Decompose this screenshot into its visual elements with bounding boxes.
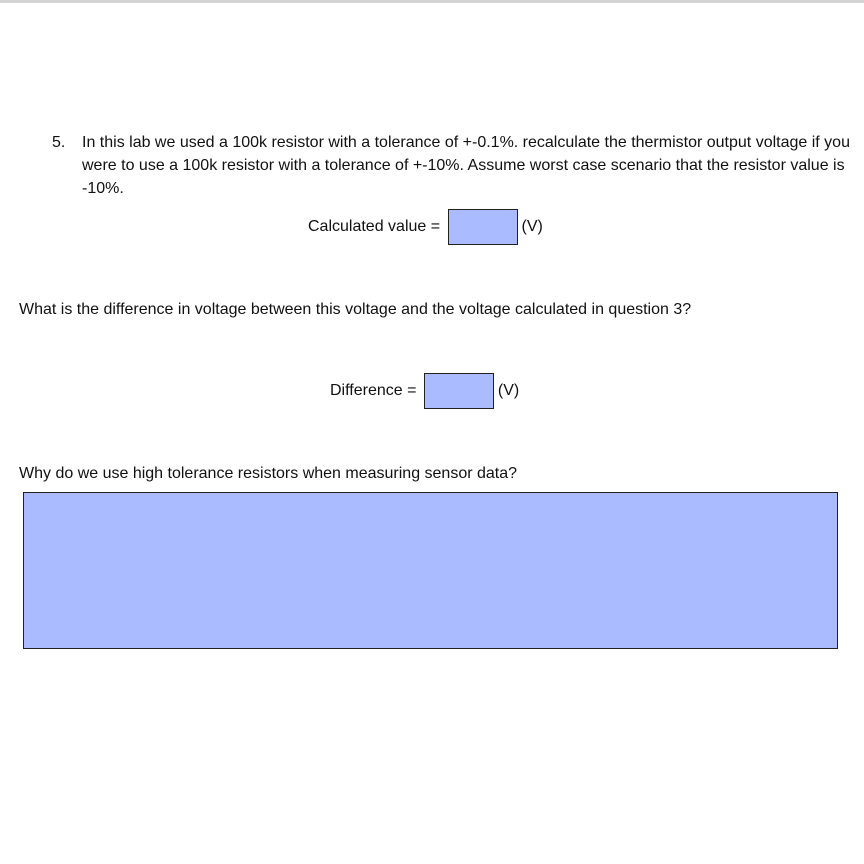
calculated-value-field[interactable] [448, 209, 518, 245]
calculated-value-unit: (V) [521, 218, 543, 235]
calculated-value-label: Calculated value = [308, 218, 445, 235]
difference-row [330, 371, 519, 411]
difference-field[interactable] [424, 373, 494, 409]
calculated-value-row [308, 207, 543, 247]
top-divider [0, 0, 864, 3]
question-number: 5. [52, 134, 66, 151]
difference-label: Difference = [330, 382, 421, 399]
tolerance-question: Why do we use high tolerance resistors when measuring sensor data? [19, 465, 518, 482]
question-text: In this lab we used a 100k resistor with a tolerance of +-0.1%. recalculate the thermistor output voltage if you were to use a 100k resistor with a tolerance of +-10%. Assume worst case scenario that the resistor value is -10%. [82, 134, 850, 197]
difference-unit: (V) [497, 382, 520, 399]
difference-question: What is the difference in voltage between this voltage and the voltage calculated in question 3? [19, 301, 692, 318]
tolerance-answer-textarea[interactable] [23, 492, 838, 649]
